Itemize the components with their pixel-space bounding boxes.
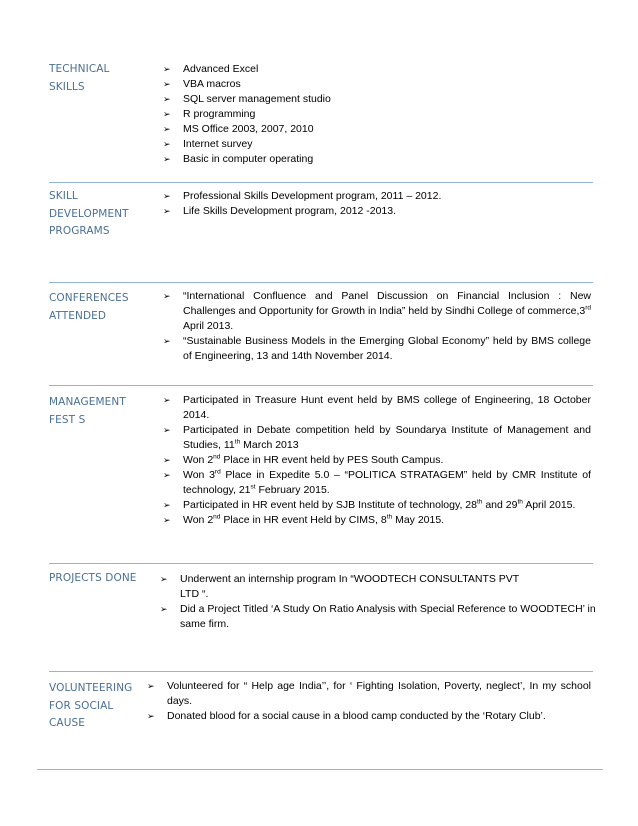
section-divider: [49, 563, 593, 564]
item-text: Participated in HR event held by SJB Institute of technology, 28: [183, 499, 477, 511]
item-text: VBA macros: [183, 78, 241, 90]
arrow-bullet-icon: ➢: [163, 139, 171, 149]
superscript-text: rd: [214, 468, 221, 476]
list-item: [163, 107, 583, 122]
item-text: Won 2: [183, 454, 214, 466]
item-text: Life Skills Development program, 2012 -2013.: [183, 205, 397, 217]
label-line: PROJECTS DONE: [49, 572, 137, 584]
superscript-text: nd: [213, 453, 221, 461]
list-item: [147, 709, 591, 724]
item-text: “International Confluence and Panel Discussion on Financial Inclusion : New Challenges and Opportunity for Growth in India” held by Sindhi College of commerce,3: [183, 290, 591, 317]
list-item: [163, 289, 591, 334]
item-text: Basic in computer operating: [183, 153, 314, 165]
section-divider: [37, 769, 603, 770]
conferences-list: [163, 289, 591, 364]
section-divider: [49, 385, 593, 386]
section-label-projects: [49, 570, 137, 588]
item-text-continuation: LTD “.: [180, 588, 209, 600]
section-divider: [49, 671, 593, 672]
arrow-bullet-icon: ➢: [163, 470, 171, 480]
list-item: [160, 602, 600, 632]
label-line: ATTENDED: [49, 309, 107, 322]
arrow-bullet-icon: ➢: [163, 109, 171, 119]
item-text: March 2013: [240, 439, 299, 451]
label-line: CAUSE: [49, 717, 85, 729]
section-label-technical-skills: [49, 61, 110, 96]
list-item: [163, 393, 591, 423]
list-item: [163, 453, 591, 468]
list-item: [163, 498, 591, 513]
item-text: February 2015.: [255, 484, 330, 496]
label-line: FOR SOCIAL: [49, 699, 114, 712]
item-text: May 2015.: [392, 514, 445, 526]
arrow-bullet-icon: ➢: [147, 681, 155, 691]
item-text: Internet survey: [183, 138, 253, 150]
superscript-text: nd: [213, 513, 221, 521]
skill-development-list: [163, 189, 583, 219]
arrow-bullet-icon: ➢: [163, 291, 171, 301]
item-text: MS Office 2003, 2007, 2010: [183, 123, 314, 135]
section-label-volunteering: [49, 680, 132, 733]
superscript-text: rd: [585, 304, 591, 312]
item-text: Underwent an internship program In “WOODTECH CONSULTANTS PVT: [180, 573, 520, 585]
list-item: [163, 122, 583, 137]
item-text: Place in Expedite 5.0 – “POLITICA STRATAGEM” held by CMR Institute of technology, 21: [183, 469, 591, 496]
item-text: Volunteered for “ Help age India’’, for ‘ Fighting Isolation, Poverty, neglect’, In my school days.: [167, 680, 591, 707]
item-text: Advanced Excel: [183, 63, 259, 75]
section-divider: [49, 182, 593, 183]
arrow-bullet-icon: ➢: [163, 79, 171, 89]
item-text: Participated in Debate competition held by Soundarya Institute of Management and Studies, 11: [183, 424, 591, 451]
volunteering-list: [147, 679, 591, 724]
list-item: [163, 468, 591, 498]
technical-skills-list: [163, 62, 583, 167]
arrow-bullet-icon: ➢: [163, 191, 171, 201]
arrow-bullet-icon: ➢: [163, 206, 171, 216]
list-item: [147, 679, 591, 709]
arrow-bullet-icon: ➢: [147, 711, 155, 721]
label-line: SKILL: [49, 190, 78, 202]
management-fests-list: [163, 393, 591, 528]
label-line: CONFERENCES: [49, 292, 129, 304]
list-item: [163, 513, 591, 528]
item-text: Place in HR event held by PES South Campus.: [220, 454, 444, 466]
item-text: “Sustainable Business Models in the Emerging Global Economy” held by BMS college of Engineering, 13 and 14th November 2014.: [183, 335, 591, 362]
superscript-text: th: [476, 498, 483, 506]
arrow-bullet-icon: ➢: [160, 574, 168, 584]
arrow-bullet-icon: ➢: [163, 336, 171, 346]
list-item: [163, 62, 583, 77]
item-text: Did a Project Titled ‘A Study On Ratio Analysis with Special Reference to WOODTECH’ in same firm.: [180, 603, 596, 630]
item-text: Participated in Treasure Hunt event held by BMS college of Engineering, 18 October 2014.: [183, 394, 591, 421]
item-text: Won 3: [183, 469, 215, 481]
section-label-skill-development: [49, 188, 129, 241]
item-text: Professional Skills Development program, 2011 – 2012.: [183, 190, 442, 202]
list-item: [163, 77, 583, 92]
superscript-text: th: [234, 438, 241, 446]
arrow-bullet-icon: ➢: [163, 455, 171, 465]
label-line: FEST S: [49, 413, 86, 426]
arrow-bullet-icon: ➢: [163, 124, 171, 134]
arrow-bullet-icon: ➢: [160, 604, 168, 614]
label-line: VOLUNTEERING: [49, 682, 133, 694]
list-item: [163, 92, 583, 107]
superscript-text: th: [517, 498, 523, 506]
label-line: SKILLS: [49, 80, 85, 93]
arrow-bullet-icon: ➢: [163, 425, 171, 435]
list-item: [163, 204, 583, 219]
section-label-conferences: [49, 290, 129, 325]
arrow-bullet-icon: ➢: [163, 500, 171, 510]
item-text: April 2013.: [183, 320, 234, 332]
list-item: [163, 423, 591, 453]
arrow-bullet-icon: ➢: [163, 154, 171, 164]
list-item: [160, 572, 600, 602]
arrow-bullet-icon: ➢: [163, 94, 171, 104]
label-line: DEVELOPMENT: [49, 207, 129, 220]
section-divider: [49, 282, 593, 283]
item-text: April 2015.: [522, 499, 576, 511]
list-item: [163, 137, 583, 152]
item-text: and 29: [482, 499, 518, 511]
label-line: TECHNICAL: [49, 63, 110, 75]
arrow-bullet-icon: ➢: [163, 395, 171, 405]
item-text: Won 2: [183, 514, 214, 526]
list-item: [163, 152, 583, 167]
list-item: [163, 334, 591, 364]
section-label-management-fests: [49, 394, 126, 429]
superscript-text: st: [250, 483, 256, 491]
arrow-bullet-icon: ➢: [163, 64, 171, 74]
label-line: MANAGEMENT: [49, 396, 126, 408]
superscript-text: th: [386, 513, 393, 521]
item-text: Donated blood for a social cause in a blood camp conducted by the ‘Rotary Club’.: [167, 710, 546, 722]
item-text: Place in HR event Held by CIMS, 8: [220, 514, 387, 526]
item-text: SQL server management studio: [183, 93, 331, 105]
label-line: PROGRAMS: [49, 225, 110, 237]
projects-list: [160, 572, 600, 632]
list-item: [163, 189, 583, 204]
arrow-bullet-icon: ➢: [163, 515, 171, 525]
item-text: R programming: [183, 108, 256, 120]
